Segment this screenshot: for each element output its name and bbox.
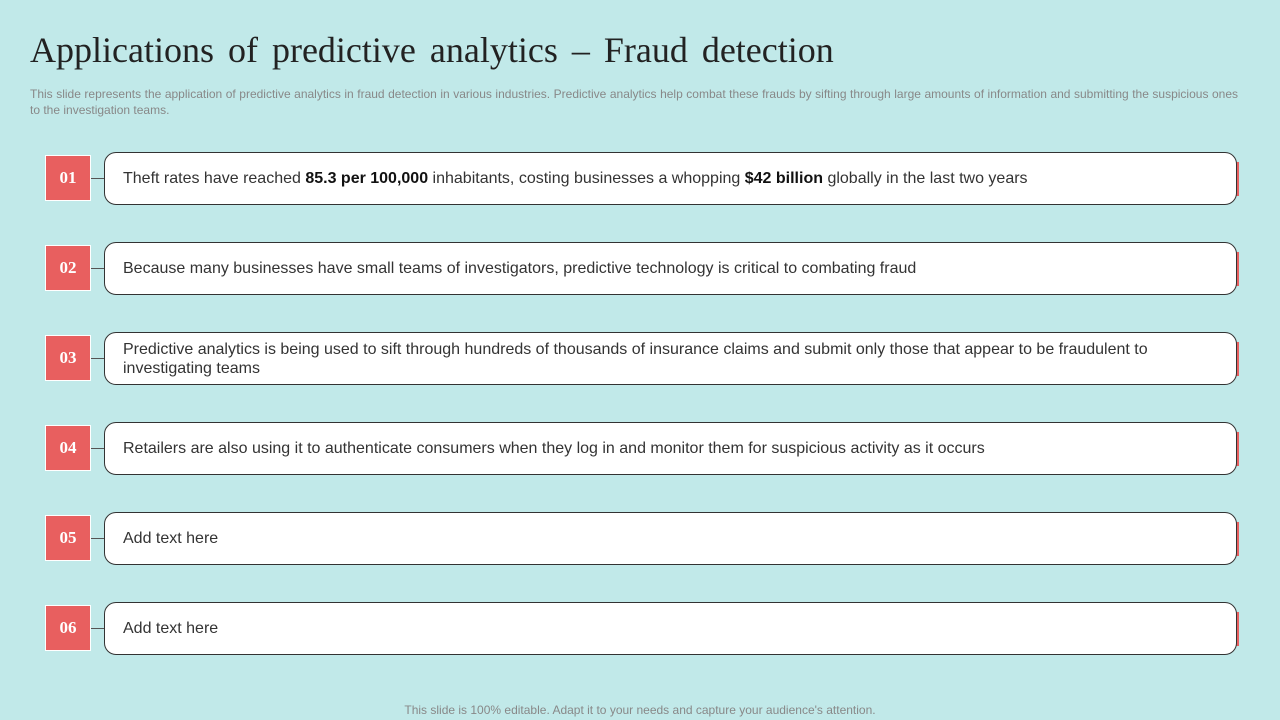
item-number: 02	[45, 245, 91, 291]
item-text: Retailers are also using it to authenticate consumers when they log in and monitor them for suspicious activity as it occurs	[123, 440, 985, 457]
connector-line	[91, 358, 104, 359]
item-number: 04	[45, 425, 91, 471]
list-item-02	[45, 242, 1241, 296]
item-text-post: globally in the last two years	[823, 170, 1028, 187]
item-number: 05	[45, 515, 91, 561]
connector-line	[91, 448, 104, 449]
item-text-box[interactable]	[104, 332, 1237, 385]
item-text-box[interactable]	[104, 602, 1237, 655]
item-text-box[interactable]	[104, 512, 1237, 565]
list-item-01	[45, 152, 1241, 206]
slide-title: Applications of predictive analytics – Fraud detection	[30, 30, 834, 70]
item-text-pre: Theft rates have reached	[123, 170, 306, 187]
connector-line	[91, 628, 104, 629]
list-item-05	[45, 512, 1241, 566]
item-text: Because many businesses have small teams of investigators, predictive technology is critical to combating fraud	[123, 260, 917, 277]
connector-line	[91, 538, 104, 539]
connector-line	[91, 178, 104, 179]
item-text-box[interactable]	[104, 152, 1237, 205]
list-item-04	[45, 422, 1241, 476]
item-number: 01	[45, 155, 91, 201]
item-text-box[interactable]	[104, 422, 1237, 475]
item-number: 03	[45, 335, 91, 381]
item-text-mid: inhabitants, costing businesses a whopping	[428, 170, 745, 187]
connector-line	[91, 268, 104, 269]
item-text	[123, 169, 1028, 188]
item-text-box[interactable]	[104, 242, 1237, 295]
list-item-06	[45, 602, 1241, 656]
list-item-03	[45, 332, 1241, 386]
item-number: 06	[45, 605, 91, 651]
item-text: Add text here	[123, 530, 219, 547]
item-highlight-cost: $42 billion	[744, 170, 823, 187]
slide-footer: This slide is 100% editable. Adapt it to your needs and capture your audience's attention.	[404, 703, 876, 717]
item-text: Predictive analytics is being used to sift through hundreds of thousands of insurance claims and submit only those that appear to be fraudulent to investigating teams	[123, 340, 1148, 377]
item-highlight-rate: 85.3 per 100,000	[305, 170, 429, 187]
item-text: Add text here	[123, 620, 219, 637]
slide-subtitle: This slide represents the application of predictive analytics in fraud detection in various industries. Predictive analytics help combat these frauds by sifting through large amounts of information and submitting the suspicious ones to the investigation teams.	[30, 87, 1238, 117]
